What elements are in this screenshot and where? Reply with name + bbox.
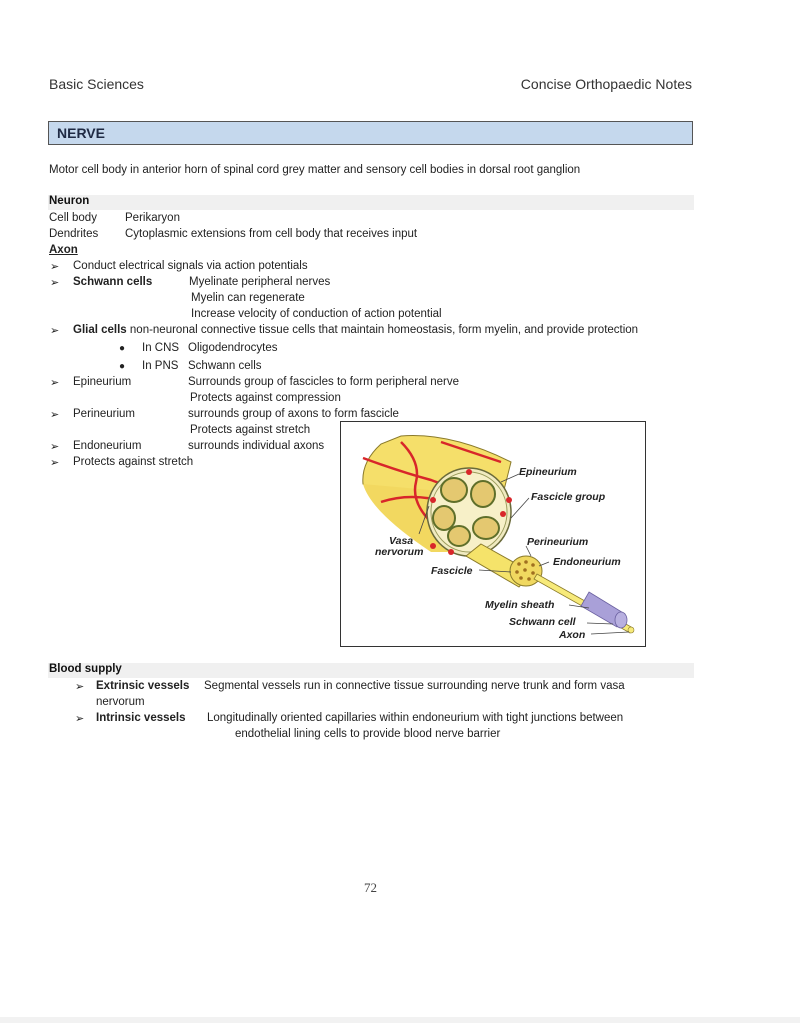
bullet-arrow-icon: ➢ xyxy=(50,325,60,337)
header-left: Basic Sciences xyxy=(49,76,144,92)
label-fascicle-group: Fascicle group xyxy=(531,491,606,503)
label-nervorum: nervorum xyxy=(375,546,424,558)
glial-text: non-neuronal connective tissue cells that maintain homeostasis, form myelin, and provide protection xyxy=(126,324,639,336)
intrinsic-term: Intrinsic vessels xyxy=(96,712,186,724)
page-number: 72 xyxy=(364,880,377,895)
extrinsic-line-1: Segmental vessels run in connective tissue surrounding nerve trunk and form vasa xyxy=(204,680,625,692)
axon-item-last: Protects against stretch xyxy=(73,456,194,468)
nerve-anatomy-figure xyxy=(340,421,646,647)
epineurium-line-1: Surrounds group of fascicles to form peripheral nerve xyxy=(188,376,460,388)
intrinsic-line-2: endothelial lining cells to provide blood nerve barrier xyxy=(235,728,501,740)
glial-sub-loc-cns: In CNS xyxy=(142,342,180,354)
bullet-dot-icon: ● xyxy=(119,361,126,372)
label-axon: Axon xyxy=(559,629,586,641)
label-myelin-sheath: Myelin sheath xyxy=(485,599,555,611)
perineurium-term: Perineurium xyxy=(73,408,135,420)
perineurium-line-2: Protects against stretch xyxy=(190,424,311,436)
intrinsic-line-1: Longitudinally oriented capillaries within endoneurium with tight junctions between xyxy=(207,712,624,724)
blood-supply-heading-band xyxy=(48,663,694,678)
neuron-term-dendrites: Dendrites xyxy=(49,228,99,240)
header-right: Concise Orthopaedic Notes xyxy=(520,76,692,92)
axon-item-conduct: Conduct electrical signals via action potentials xyxy=(73,260,308,272)
endoneurium-line-1: surrounds individual axons xyxy=(188,440,325,452)
label-fascicle: Fascicle xyxy=(431,565,473,577)
glial-term: Glial cells xyxy=(73,324,127,336)
label-vasa: Vasa xyxy=(389,535,414,547)
schwann-term: Schwann cells xyxy=(73,276,153,288)
bullet-arrow-icon: ➢ xyxy=(75,713,85,725)
section-title-bar xyxy=(48,121,693,145)
glial-item xyxy=(73,324,638,336)
neuron-term-cell-body: Cell body xyxy=(49,212,97,224)
extrinsic-line-2: nervorum xyxy=(96,696,145,708)
neuron-def-cell-body: Perikaryon xyxy=(125,212,180,224)
intro-text: Motor cell body in anterior horn of spinal cord grey matter and sensory cell bodies in dorsal root ganglion xyxy=(49,164,581,176)
epineurium-line-2: Protects against compression xyxy=(190,392,341,404)
bullet-arrow-icon: ➢ xyxy=(50,261,60,273)
glial-sub-cell-pns: Schwann cells xyxy=(188,360,262,372)
axon-heading: Axon xyxy=(49,244,78,256)
bullet-arrow-icon: ➢ xyxy=(50,409,60,421)
label-endoneurium: Endoneurium xyxy=(553,556,621,568)
glial-sub-loc-pns: In PNS xyxy=(142,360,179,372)
bullet-arrow-icon: ➢ xyxy=(75,681,85,693)
neuron-heading-band xyxy=(48,195,694,210)
blood-supply-heading: Blood supply xyxy=(49,663,122,675)
epineurium-term: Epineurium xyxy=(73,376,132,388)
bullet-arrow-icon: ➢ xyxy=(50,277,60,289)
bullet-arrow-icon: ➢ xyxy=(50,377,60,389)
glial-sub-cell-cns: Oligodendrocytes xyxy=(188,342,278,354)
neuron-def-dendrites: Cytoplasmic extensions from cell body that receives input xyxy=(125,228,418,240)
bullet-arrow-icon: ➢ xyxy=(50,441,60,453)
perineurium-line-1: surrounds group of axons to form fascicle xyxy=(188,408,399,420)
nerve-anatomy-illustration xyxy=(341,422,647,648)
schwann-line-2: Myelin can regenerate xyxy=(191,292,305,304)
bullet-dot-icon: ● xyxy=(119,343,126,354)
label-epineurium: Epineurium xyxy=(519,466,577,478)
section-title: NERVE xyxy=(57,125,105,141)
schwann-line-1: Myelinate peripheral nerves xyxy=(189,276,331,288)
bottom-strip xyxy=(0,1017,800,1023)
label-schwann-cell: Schwann cell xyxy=(509,616,576,628)
label-perineurium: Perineurium xyxy=(527,536,589,548)
neuron-heading: Neuron xyxy=(49,195,90,207)
bullet-arrow-icon: ➢ xyxy=(50,457,60,469)
schwann-line-3: Increase velocity of conduction of action potential xyxy=(191,308,442,320)
endoneurium-term: Endoneurium xyxy=(73,440,142,452)
extrinsic-term: Extrinsic vessels xyxy=(96,680,190,692)
